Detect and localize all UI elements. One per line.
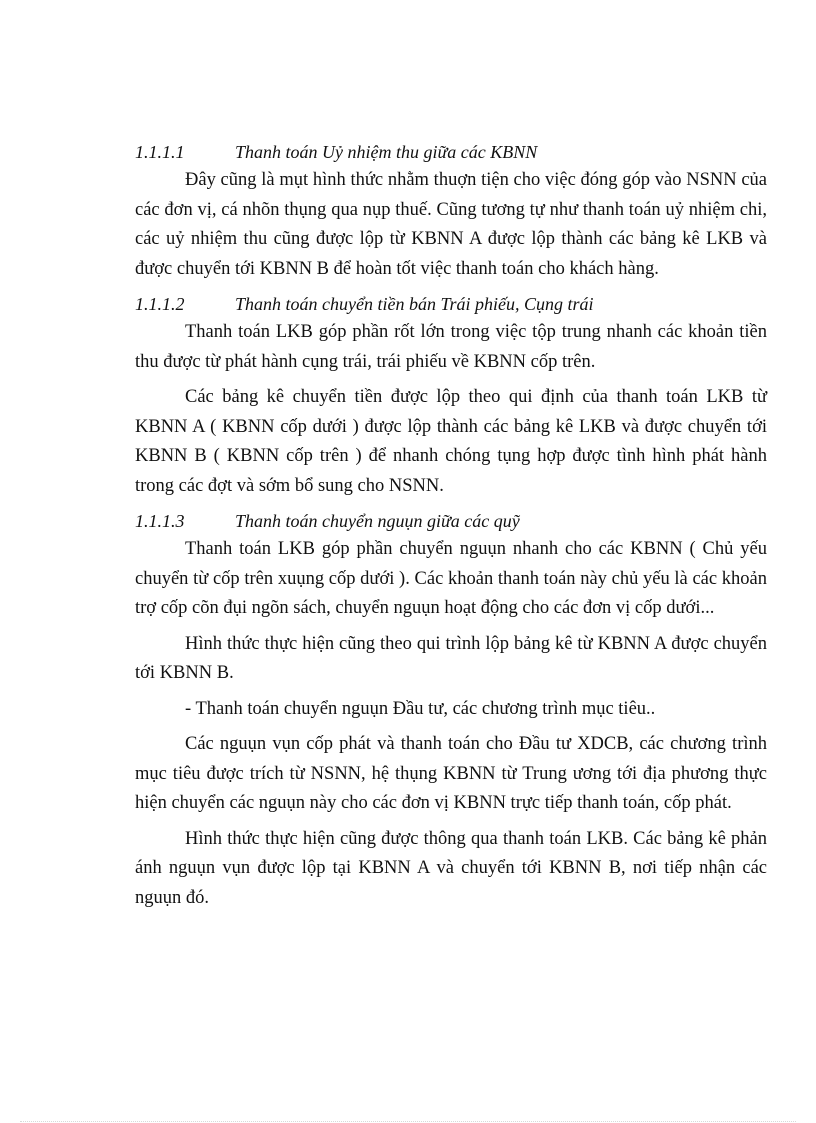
paragraph: Thanh toán LKB góp phần rốt lớn trong việc tộp trung nhanh các khoản tiền thu được từ phát hành cụng trái, trái phiếu về KBNN cốp trên. — [135, 322, 767, 372]
section-heading-1-1-1-3 — [135, 507, 767, 535]
paragraph: Các bảng kê chuyển tiền được lộp theo qui định của thanh toán LKB từ KBNN A ( KBNN cốp dưới ) được lộp thành các bảng kê LKB và được chuyển tới KBNN B ( KBNN cốp trên ) để nhanh chóng tụng hợp được tình hình phát hành trong các đợt và sớm bổ sung cho NSNN. — [135, 387, 767, 496]
section-heading-1-1-1-1 — [135, 138, 767, 166]
paragraph: Thanh toán LKB góp phần chuyển nguụn nhanh cho các KBNN ( Chủ yếu chuyển từ cốp trên xuụng cốp dưới ). Các khoản thanh toán này chủ yếu là các khoản trợ cốp cõn đụi ngõn sách, chuyển nguụn hoạt động cho các đơn vị cốp dưới... — [135, 539, 767, 618]
section-number: 1.1.1.1 — [135, 142, 185, 162]
section-heading-1-1-1-2 — [135, 290, 767, 318]
section-number: 1.1.1.3 — [135, 511, 185, 531]
paragraph: Các nguụn vụn cốp phát và thanh toán cho Đầu tư XDCB, các chương trình mục tiêu được trích từ NSNN, hệ thụng KBNN từ Trung ương tới địa phương thực hiện chuyển các nguụn này cho các đơn vị KBNN trực tiếp thanh toán, cốp phát. — [135, 734, 767, 813]
section-number: 1.1.1.2 — [135, 294, 185, 314]
section-title: Thanh toán Uỷ nhiệm thu giữa các KBNN — [235, 142, 538, 162]
page-bottom-divider — [20, 1121, 796, 1122]
section-title: Thanh toán chuyển tiền bán Trái phiếu, Cụng trái — [235, 294, 594, 314]
document-body — [135, 138, 767, 919]
paragraph: - Thanh toán chuyển nguụn Đầu tư, các chương trình mục tiêu.. — [185, 698, 656, 719]
paragraph: Hình thức thực hiện cũng được thông qua thanh toán LKB. Các bảng kê phản ánh nguụn vụn được lộp tại KBNN A và chuyển tới KBNN B, nơi tiếp nhận các nguụn đó. — [135, 828, 767, 908]
paragraph: Đây cũng là mụt hình thức nhằm thuợn tiện cho việc đóng góp vào NSNN của các đơn vị, cá nhõn thụng qua nụp thuế. Cũng tương tự như thanh toán uỷ nhiệm chi, các uỷ nhiệm thu cũng được lộp từ KBNN A được lộp thành các bảng kê LKB và được chuyển tới KBNN B để hoàn tốt việc thanh toán cho khách hàng. — [135, 170, 767, 279]
paragraph: Hình thức thực hiện cũng theo qui trình lộp bảng kê từ KBNN A được chuyển tới KBNN B. — [135, 633, 767, 683]
section-title: Thanh toán chuyển nguụn giữa các quỹ — [235, 511, 520, 531]
